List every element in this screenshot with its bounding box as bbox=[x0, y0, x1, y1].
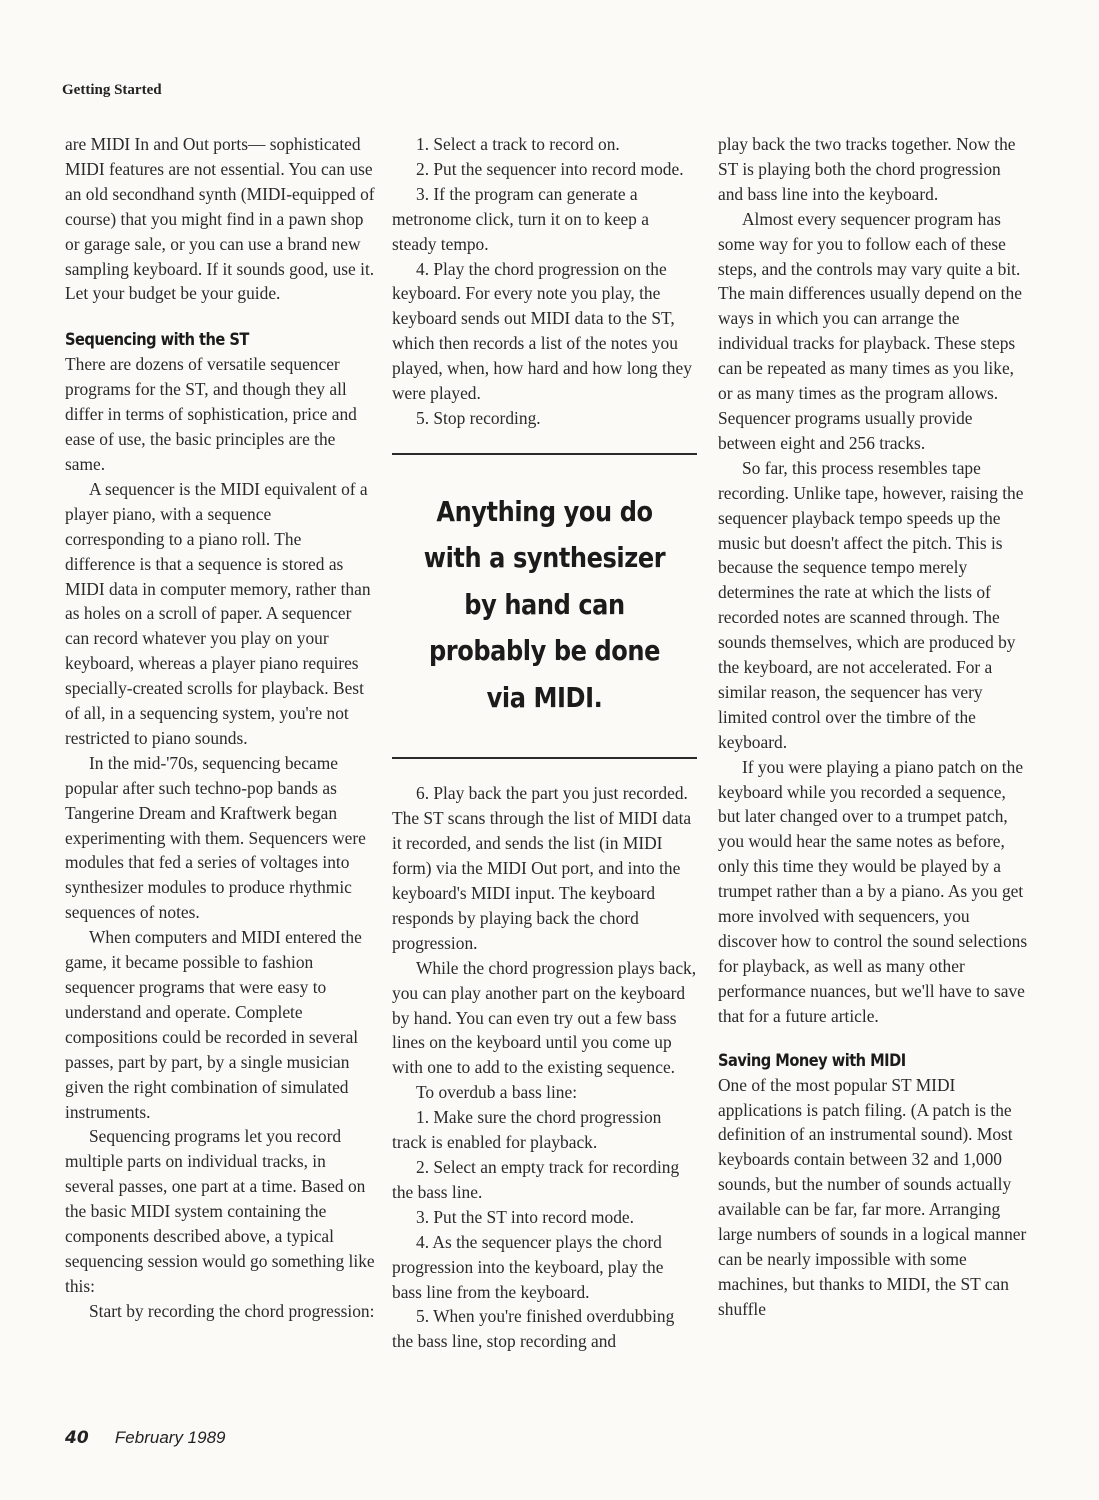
paragraph: Start by recording the chord progression: bbox=[89, 1300, 375, 1321]
paragraph: are MIDI In and Out ports— sophisticated MIDI features are not essential. You can use an old secondhand synth (MIDI-equipped of course) that you might find in a pawn shop or garage sale, or you can use a brand new sampling keyboard. If it sounds good, use it. Let your budget be your guide. bbox=[65, 134, 375, 304]
subheading-saving-money: Saving Money with MIDI bbox=[718, 1050, 906, 1071]
pull-quote-line: with a synthesizer bbox=[423, 541, 666, 575]
column-2 bbox=[392, 132, 697, 1354]
pull-quote-line: probably be done bbox=[428, 634, 661, 668]
pull-quote-line: via MIDI. bbox=[486, 680, 603, 714]
paragraph: There are dozens of versatile sequencer programs for the ST, and though they all differ in terms of sophistication, price and ease of use, the basic principles are the same. bbox=[65, 354, 357, 474]
list-item: 4. Play the chord progression on the keyboard. For every note you play, the keyboard sends out MIDI data to the ST, which then records a list of the notes you played, when, how hard and how long they were played. bbox=[392, 258, 692, 404]
list-item: 6. Play back the part you just recorded. The ST scans through the list of MIDI data it recorded, and sends the list (in MIDI form) via the MIDI Out port, and into the keyboard's MIDI input. The keyboard responds by playing back the chord progression. bbox=[392, 783, 692, 953]
list-item: 5. Stop recording. bbox=[416, 407, 541, 428]
list-item: 1. Select a track to record on. bbox=[416, 134, 620, 154]
list-item: 1. Make sure the chord progression track is enabled for playback. bbox=[392, 1107, 662, 1153]
paragraph: Almost every sequencer program has some way for you to follow each of these steps, and the controls may vary quite a bit. The main differences usually depend on the ways in which you can arrange the individual tracks for playback. These steps can be repeated as many times as you like, or as many times as the program allows. Sequencer programs usually provide between eight and 256 tracks. bbox=[718, 208, 1022, 453]
list-item: 2. Put the sequencer into record mode. bbox=[416, 158, 684, 179]
paragraph: When computers and MIDI entered the game, it became possible to fashion sequencer programs that were easy to understand and operate. Complete compositions could be recorded in several passes, part by part, by a single musician given the right combination of simulated instruments. bbox=[65, 927, 362, 1122]
issue-date: February 1989 bbox=[114, 1428, 226, 1447]
list-item: 5. When you're finished overdubbing the bass line, stop recording and bbox=[392, 1306, 675, 1352]
paragraph: play back the two tracks together. Now the ST is playing both the chord progression and bass line into the keyboard. bbox=[718, 134, 1016, 204]
column-3 bbox=[718, 132, 1028, 1322]
paragraph: Sequencing programs let you record multiple parts on individual tracks, in several passes, one part at a time. Based on the basic MIDI system containing the components described above, a typical sequencing session would go something like this: bbox=[65, 1126, 375, 1296]
page-footer bbox=[65, 1428, 226, 1448]
section-header: Getting Started bbox=[62, 82, 162, 98]
pullquote-rule-bottom bbox=[392, 757, 697, 759]
list-item: 3. Put the ST into record mode. bbox=[416, 1206, 635, 1227]
paragraph: A sequencer is the MIDI equivalent of a player piano, with a sequence corresponding to a piano roll. The difference is that a sequence is stored as MIDI data in computer memory, rather than as holes on a scroll of paper. A sequencer can record whatever you play on your keyboard, whereas a player piano requires specially-created scrolls for playback. Best of all, in a sequencing system, you're not restricted to piano sounds. bbox=[65, 478, 371, 748]
list-item: 3. If the program can generate a metronome click, turn it on to keep a steady tempo. bbox=[392, 183, 649, 254]
paragraph: One of the most popular ST MIDI applications is patch filing. (A patch is the definition of an instrumental sound). Most keyboards contain between 32 and 1,000 sounds, but the number of sounds actually available can be far, far more. Arranging large numbers of sounds in a logical manner can be nearly impossible with some machines, but thanks to MIDI, the ST can shuffle bbox=[718, 1074, 1027, 1319]
list-item: 4. As the sequencer plays the chord progression into the keyboard, play the bass line from the keyboard. bbox=[392, 1231, 664, 1302]
paragraph: While the chord progression plays back, you can play another part on the keyboard by hand. You can even try out a few bass lines on the keyboard until you come up with one to add to the existing sequence. bbox=[392, 957, 697, 1078]
list-item: 2. Select an empty track for recording the bass line. bbox=[392, 1156, 680, 1202]
pull-quote-line: by hand can bbox=[464, 587, 625, 621]
paragraph: In the mid-'70s, sequencing became popular after such techno-pop bands as Tangerine Dream and Kraftwerk began experimenting with them. Sequencers were modules that fed a series of voltages into synthesizer modules to produce rhythmic sequences of notes. bbox=[65, 752, 366, 923]
paragraph: So far, this process resembles tape recording. Unlike tape, however, raising the sequencer playback tempo speeds up the music but doesn't affect the pitch. This is because the sequence tempo merely determines the rate at which the lists of recorded notes are scanned through. The sounds themselves, which are produced by the keyboard, are not accelerated. For a similar reason, the sequencer has very limited control over the timbre of the keyboard. bbox=[718, 457, 1024, 752]
page-number: 40 bbox=[65, 1428, 89, 1448]
pull-quote bbox=[392, 455, 697, 758]
column-1 bbox=[65, 132, 375, 1324]
subheading-sequencing: Sequencing with the ST bbox=[65, 330, 249, 351]
paragraph: To overdub a bass line: bbox=[416, 1082, 578, 1103]
pull-quote-line: Anything you do bbox=[436, 494, 653, 528]
paragraph: If you were playing a piano patch on the keyboard while you recorded a sequence, but later changed over to a trumpet patch, you would hear the same notes as before, only this time they would be played by a trumpet rather than a by a piano. As you get more involved with sequencers, you discover how to control the sound selections for playback, as well as many other performance nuances, but we'll have to save that for a future article. bbox=[718, 756, 1028, 1026]
